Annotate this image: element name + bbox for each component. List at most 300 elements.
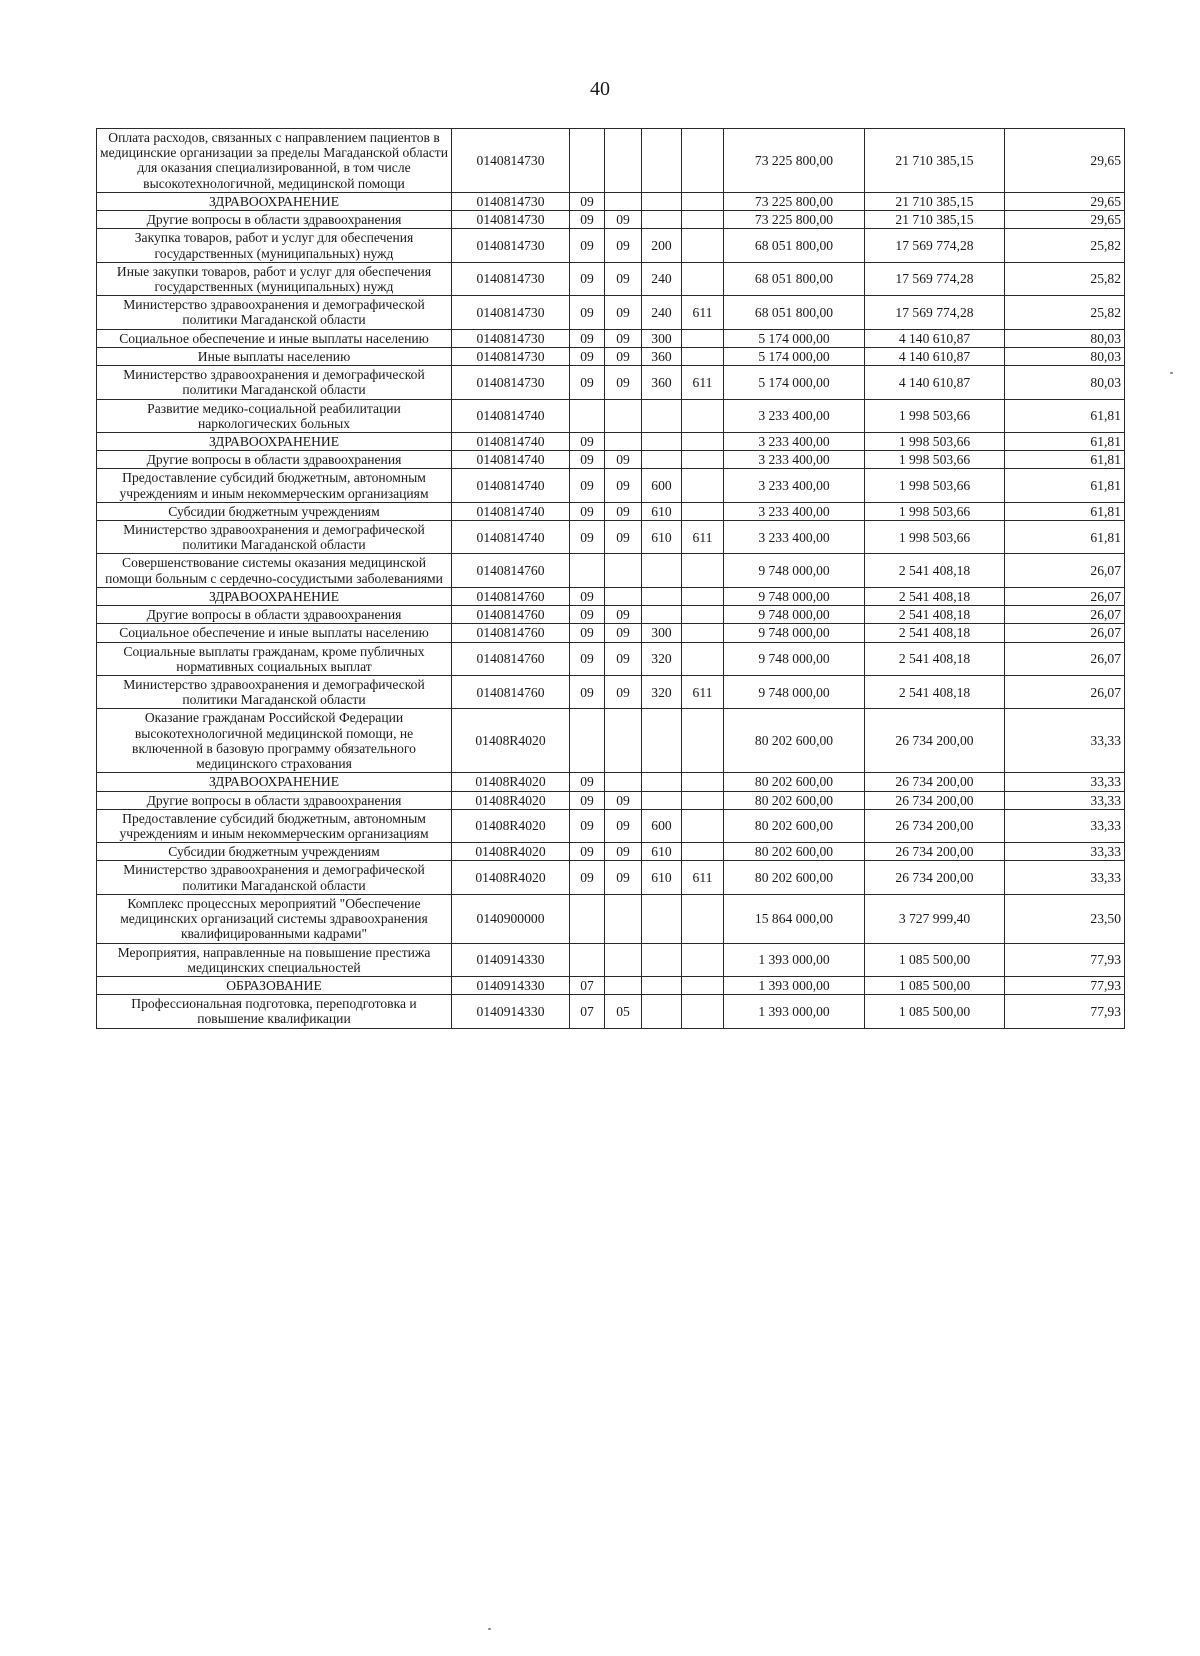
planned-amount-cell: 9 748 000,00 bbox=[724, 642, 865, 675]
subsection-cell bbox=[605, 773, 642, 791]
expense-type-cell bbox=[642, 554, 682, 587]
subsection-cell: 09 bbox=[605, 451, 642, 469]
section-cell: 09 bbox=[570, 296, 605, 329]
table-row bbox=[97, 554, 1125, 587]
planned-amount-cell: 80 202 600,00 bbox=[724, 809, 865, 842]
executed-amount-cell: 1 998 503,66 bbox=[865, 451, 1005, 469]
section-cell: 09 bbox=[570, 587, 605, 605]
executed-amount-cell: 17 569 774,28 bbox=[865, 229, 1005, 262]
expense-name-cell: Министерство здравоохранения и демографической политики Магаданской области bbox=[97, 296, 452, 329]
subsection-cell bbox=[605, 709, 642, 773]
execution-percent-cell: 80,03 bbox=[1005, 366, 1125, 399]
planned-amount-cell: 68 051 800,00 bbox=[724, 262, 865, 295]
section-cell bbox=[570, 943, 605, 976]
executed-amount-cell: 4 140 610,87 bbox=[865, 347, 1005, 365]
table-row bbox=[97, 587, 1125, 605]
administrator-code-cell bbox=[682, 894, 724, 943]
planned-amount-cell: 1 393 000,00 bbox=[724, 943, 865, 976]
section-cell: 09 bbox=[570, 432, 605, 450]
executed-amount-cell: 1 998 503,66 bbox=[865, 521, 1005, 554]
expense-name-cell: ЗДРАВООХРАНЕНИЕ bbox=[97, 587, 452, 605]
expense-type-cell: 610 bbox=[642, 521, 682, 554]
section-cell bbox=[570, 894, 605, 943]
executed-amount-cell: 21 710 385,15 bbox=[865, 129, 1005, 193]
section-cell: 09 bbox=[570, 642, 605, 675]
execution-percent-cell: 77,93 bbox=[1005, 976, 1125, 994]
planned-amount-cell: 15 864 000,00 bbox=[724, 894, 865, 943]
target-code-cell: 0140814730 bbox=[452, 262, 570, 295]
planned-amount-cell: 3 233 400,00 bbox=[724, 451, 865, 469]
planned-amount-cell: 1 393 000,00 bbox=[724, 995, 865, 1028]
expense-type-cell: 360 bbox=[642, 366, 682, 399]
executed-amount-cell: 4 140 610,87 bbox=[865, 329, 1005, 347]
expense-name-cell: Иные выплаты населению bbox=[97, 347, 452, 365]
table-row bbox=[97, 366, 1125, 399]
section-cell bbox=[570, 129, 605, 193]
executed-amount-cell: 4 140 610,87 bbox=[865, 366, 1005, 399]
subsection-cell: 09 bbox=[605, 861, 642, 894]
executed-amount-cell: 26 734 200,00 bbox=[865, 791, 1005, 809]
expense-type-cell: 240 bbox=[642, 262, 682, 295]
section-cell: 07 bbox=[570, 995, 605, 1028]
executed-amount-cell: 1 085 500,00 bbox=[865, 943, 1005, 976]
subsection-cell: 05 bbox=[605, 995, 642, 1028]
execution-percent-cell: 33,33 bbox=[1005, 843, 1125, 861]
section-cell: 09 bbox=[570, 676, 605, 709]
table-row bbox=[97, 894, 1125, 943]
expense-type-cell bbox=[642, 451, 682, 469]
administrator-code-cell bbox=[682, 943, 724, 976]
target-code-cell: 01408R4020 bbox=[452, 773, 570, 791]
subsection-cell: 09 bbox=[605, 296, 642, 329]
executed-amount-cell: 2 541 408,18 bbox=[865, 554, 1005, 587]
planned-amount-cell: 68 051 800,00 bbox=[724, 296, 865, 329]
expense-name-cell: Оказание гражданам Российской Федерации высокотехнологичной медицинской помощи, не включенной в базовую программу обязательного медицинского страхования bbox=[97, 709, 452, 773]
executed-amount-cell: 21 710 385,15 bbox=[865, 211, 1005, 229]
subsection-cell: 09 bbox=[605, 502, 642, 520]
section-cell: 09 bbox=[570, 347, 605, 365]
subsection-cell: 09 bbox=[605, 642, 642, 675]
section-cell: 09 bbox=[570, 861, 605, 894]
expense-name-cell: Другие вопросы в области здравоохранения bbox=[97, 451, 452, 469]
administrator-code-cell: 611 bbox=[682, 296, 724, 329]
expense-type-cell bbox=[642, 587, 682, 605]
administrator-code-cell bbox=[682, 642, 724, 675]
section-cell: 09 bbox=[570, 329, 605, 347]
executed-amount-cell: 17 569 774,28 bbox=[865, 262, 1005, 295]
expense-name-cell: ЗДРАВООХРАНЕНИЕ bbox=[97, 432, 452, 450]
expense-name-cell: Предоставление субсидий бюджетным, автономным учреждениям и иным некоммерческим организациям bbox=[97, 469, 452, 502]
table-row bbox=[97, 995, 1125, 1028]
table-row bbox=[97, 399, 1125, 432]
administrator-code-cell bbox=[682, 587, 724, 605]
execution-percent-cell: 33,33 bbox=[1005, 773, 1125, 791]
executed-amount-cell: 26 734 200,00 bbox=[865, 861, 1005, 894]
execution-percent-cell: 33,33 bbox=[1005, 709, 1125, 773]
expense-name-cell: ОБРАЗОВАНИЕ bbox=[97, 976, 452, 994]
executed-amount-cell: 2 541 408,18 bbox=[865, 587, 1005, 605]
planned-amount-cell: 73 225 800,00 bbox=[724, 211, 865, 229]
expense-type-cell: 200 bbox=[642, 229, 682, 262]
executed-amount-cell: 26 734 200,00 bbox=[865, 709, 1005, 773]
expense-type-cell bbox=[642, 432, 682, 450]
page-number: 40 bbox=[590, 78, 610, 100]
expense-type-cell bbox=[642, 791, 682, 809]
execution-percent-cell: 61,81 bbox=[1005, 432, 1125, 450]
execution-percent-cell: 61,81 bbox=[1005, 451, 1125, 469]
section-cell: 09 bbox=[570, 521, 605, 554]
execution-percent-cell: 33,33 bbox=[1005, 861, 1125, 894]
section-cell: 09 bbox=[570, 502, 605, 520]
expense-type-cell bbox=[642, 129, 682, 193]
planned-amount-cell: 3 233 400,00 bbox=[724, 432, 865, 450]
subsection-cell bbox=[605, 894, 642, 943]
subsection-cell bbox=[605, 399, 642, 432]
target-code-cell: 0140814740 bbox=[452, 451, 570, 469]
administrator-code-cell bbox=[682, 432, 724, 450]
expense-type-cell: 360 bbox=[642, 347, 682, 365]
execution-percent-cell: 26,07 bbox=[1005, 554, 1125, 587]
administrator-code-cell bbox=[682, 773, 724, 791]
executed-amount-cell: 3 727 999,40 bbox=[865, 894, 1005, 943]
execution-percent-cell: 77,93 bbox=[1005, 995, 1125, 1028]
expense-name-cell: Иные закупки товаров, работ и услуг для обеспечения государственных (муниципальных) нужд bbox=[97, 262, 452, 295]
expense-name-cell: Министерство здравоохранения и демографической политики Магаданской области bbox=[97, 366, 452, 399]
target-code-cell: 0140814760 bbox=[452, 587, 570, 605]
execution-percent-cell: 80,03 bbox=[1005, 329, 1125, 347]
administrator-code-cell bbox=[682, 554, 724, 587]
section-cell: 09 bbox=[570, 606, 605, 624]
table-row bbox=[97, 809, 1125, 842]
planned-amount-cell: 73 225 800,00 bbox=[724, 192, 865, 210]
scan-speck bbox=[1170, 372, 1173, 374]
planned-amount-cell: 9 748 000,00 bbox=[724, 606, 865, 624]
expense-name-cell: Оплата расходов, связанных с направлением пациентов в медицинские организации за пределы Магаданской области для оказания специализированной, в том числе высокотехнологичной, медицинской помощи bbox=[97, 129, 452, 193]
administrator-code-cell bbox=[682, 709, 724, 773]
table-row bbox=[97, 943, 1125, 976]
target-code-cell: 01408R4020 bbox=[452, 809, 570, 842]
table-body bbox=[97, 129, 1125, 1029]
execution-percent-cell: 25,82 bbox=[1005, 296, 1125, 329]
table-row bbox=[97, 642, 1125, 675]
expense-name-cell: Социальное обеспечение и иные выплаты населению bbox=[97, 329, 452, 347]
subsection-cell: 09 bbox=[605, 843, 642, 861]
executed-amount-cell: 1 998 503,66 bbox=[865, 432, 1005, 450]
planned-amount-cell: 1 393 000,00 bbox=[724, 976, 865, 994]
subsection-cell: 09 bbox=[605, 521, 642, 554]
expense-name-cell: ЗДРАВООХРАНЕНИЕ bbox=[97, 192, 452, 210]
subsection-cell: 09 bbox=[605, 211, 642, 229]
target-code-cell: 0140914330 bbox=[452, 943, 570, 976]
subsection-cell: 09 bbox=[605, 229, 642, 262]
subsection-cell: 09 bbox=[605, 791, 642, 809]
administrator-code-cell bbox=[682, 329, 724, 347]
target-code-cell: 0140914330 bbox=[452, 995, 570, 1028]
expense-type-cell: 320 bbox=[642, 642, 682, 675]
subsection-cell bbox=[605, 554, 642, 587]
execution-percent-cell: 25,82 bbox=[1005, 229, 1125, 262]
expense-name-cell: ЗДРАВООХРАНЕНИЕ bbox=[97, 773, 452, 791]
administrator-code-cell: 611 bbox=[682, 521, 724, 554]
administrator-code-cell bbox=[682, 399, 724, 432]
table-row bbox=[97, 624, 1125, 642]
administrator-code-cell bbox=[682, 843, 724, 861]
execution-percent-cell: 29,65 bbox=[1005, 211, 1125, 229]
expense-name-cell: Субсидии бюджетным учреждениям bbox=[97, 843, 452, 861]
planned-amount-cell: 9 748 000,00 bbox=[724, 554, 865, 587]
table-row bbox=[97, 192, 1125, 210]
table-row bbox=[97, 791, 1125, 809]
expense-type-cell bbox=[642, 995, 682, 1028]
execution-percent-cell: 61,81 bbox=[1005, 399, 1125, 432]
expense-name-cell: Профессиональная подготовка, переподготовка и повышение квалификации bbox=[97, 995, 452, 1028]
expense-type-cell bbox=[642, 943, 682, 976]
execution-percent-cell: 33,33 bbox=[1005, 809, 1125, 842]
table-row bbox=[97, 211, 1125, 229]
expense-type-cell bbox=[642, 709, 682, 773]
executed-amount-cell: 21 710 385,15 bbox=[865, 192, 1005, 210]
administrator-code-cell: 611 bbox=[682, 676, 724, 709]
planned-amount-cell: 9 748 000,00 bbox=[724, 587, 865, 605]
expense-type-cell: 610 bbox=[642, 861, 682, 894]
section-cell: 09 bbox=[570, 773, 605, 791]
section-cell bbox=[570, 554, 605, 587]
section-cell: 09 bbox=[570, 192, 605, 210]
executed-amount-cell: 1 998 503,66 bbox=[865, 502, 1005, 520]
expense-name-cell: Министерство здравоохранения и демографической политики Магаданской области bbox=[97, 861, 452, 894]
target-code-cell: 0140814740 bbox=[452, 432, 570, 450]
subsection-cell: 09 bbox=[605, 469, 642, 502]
expense-type-cell bbox=[642, 606, 682, 624]
expense-type-cell bbox=[642, 894, 682, 943]
expense-name-cell: Комплекс процессных мероприятий "Обеспечение медицинских организаций системы здравоохранения квалифицированными кадрами" bbox=[97, 894, 452, 943]
table-row bbox=[97, 521, 1125, 554]
planned-amount-cell: 5 174 000,00 bbox=[724, 347, 865, 365]
subsection-cell: 09 bbox=[605, 624, 642, 642]
section-cell: 09 bbox=[570, 451, 605, 469]
expense-type-cell: 610 bbox=[642, 502, 682, 520]
subsection-cell bbox=[605, 129, 642, 193]
target-code-cell: 01408R4020 bbox=[452, 861, 570, 894]
target-code-cell: 0140814760 bbox=[452, 676, 570, 709]
administrator-code-cell bbox=[682, 229, 724, 262]
execution-percent-cell: 26,07 bbox=[1005, 587, 1125, 605]
planned-amount-cell: 68 051 800,00 bbox=[724, 229, 865, 262]
administrator-code-cell bbox=[682, 606, 724, 624]
expense-name-cell: Мероприятия, направленные на повышение престижа медицинских специальностей bbox=[97, 943, 452, 976]
subsection-cell: 09 bbox=[605, 809, 642, 842]
target-code-cell: 0140814730 bbox=[452, 296, 570, 329]
target-code-cell: 0140900000 bbox=[452, 894, 570, 943]
section-cell: 09 bbox=[570, 624, 605, 642]
executed-amount-cell: 26 734 200,00 bbox=[865, 773, 1005, 791]
table-row bbox=[97, 861, 1125, 894]
table-row bbox=[97, 129, 1125, 193]
administrator-code-cell bbox=[682, 624, 724, 642]
administrator-code-cell bbox=[682, 995, 724, 1028]
execution-percent-cell: 26,07 bbox=[1005, 624, 1125, 642]
target-code-cell: 0140814730 bbox=[452, 366, 570, 399]
target-code-cell: 0140814730 bbox=[452, 129, 570, 193]
planned-amount-cell: 80 202 600,00 bbox=[724, 773, 865, 791]
target-code-cell: 0140814760 bbox=[452, 642, 570, 675]
execution-percent-cell: 61,81 bbox=[1005, 521, 1125, 554]
administrator-code-cell: 611 bbox=[682, 861, 724, 894]
planned-amount-cell: 73 225 800,00 bbox=[724, 129, 865, 193]
subsection-cell: 09 bbox=[605, 262, 642, 295]
expense-name-cell: Другие вопросы в области здравоохранения bbox=[97, 606, 452, 624]
section-cell: 09 bbox=[570, 366, 605, 399]
planned-amount-cell: 5 174 000,00 bbox=[724, 329, 865, 347]
subsection-cell bbox=[605, 976, 642, 994]
target-code-cell: 01408R4020 bbox=[452, 709, 570, 773]
execution-percent-cell: 61,81 bbox=[1005, 502, 1125, 520]
expense-name-cell: Закупка товаров, работ и услуг для обеспечения государственных (муниципальных) нужд bbox=[97, 229, 452, 262]
expense-name-cell: Субсидии бюджетным учреждениям bbox=[97, 502, 452, 520]
expense-name-cell: Совершенствование системы оказания медицинской помощи больным с сердечно-сосудистыми заболеваниями bbox=[97, 554, 452, 587]
target-code-cell: 01408R4020 bbox=[452, 843, 570, 861]
section-cell bbox=[570, 709, 605, 773]
expense-type-cell: 300 bbox=[642, 624, 682, 642]
administrator-code-cell bbox=[682, 809, 724, 842]
expense-name-cell: Социальные выплаты гражданам, кроме публичных нормативных социальных выплат bbox=[97, 642, 452, 675]
section-cell: 09 bbox=[570, 469, 605, 502]
executed-amount-cell: 2 541 408,18 bbox=[865, 676, 1005, 709]
table-row bbox=[97, 347, 1125, 365]
section-cell: 09 bbox=[570, 211, 605, 229]
table-row bbox=[97, 502, 1125, 520]
section-cell: 09 bbox=[570, 843, 605, 861]
execution-percent-cell: 80,03 bbox=[1005, 347, 1125, 365]
execution-percent-cell: 25,82 bbox=[1005, 262, 1125, 295]
expense-type-cell: 240 bbox=[642, 296, 682, 329]
planned-amount-cell: 5 174 000,00 bbox=[724, 366, 865, 399]
executed-amount-cell: 2 541 408,18 bbox=[865, 624, 1005, 642]
table-row bbox=[97, 606, 1125, 624]
target-code-cell: 0140814740 bbox=[452, 469, 570, 502]
target-code-cell: 0140814760 bbox=[452, 624, 570, 642]
section-cell: 09 bbox=[570, 809, 605, 842]
target-code-cell: 0140814730 bbox=[452, 329, 570, 347]
planned-amount-cell: 80 202 600,00 bbox=[724, 861, 865, 894]
planned-amount-cell: 9 748 000,00 bbox=[724, 676, 865, 709]
executed-amount-cell: 1 085 500,00 bbox=[865, 976, 1005, 994]
executed-amount-cell: 26 734 200,00 bbox=[865, 843, 1005, 861]
target-code-cell: 0140814760 bbox=[452, 606, 570, 624]
administrator-code-cell bbox=[682, 192, 724, 210]
subsection-cell bbox=[605, 192, 642, 210]
section-cell: 09 bbox=[570, 791, 605, 809]
subsection-cell bbox=[605, 943, 642, 976]
administrator-code-cell: 611 bbox=[682, 366, 724, 399]
table-row bbox=[97, 676, 1125, 709]
table-row bbox=[97, 262, 1125, 295]
table-row bbox=[97, 296, 1125, 329]
expense-type-cell: 300 bbox=[642, 329, 682, 347]
scan-speck bbox=[488, 1628, 491, 1630]
table-row bbox=[97, 976, 1125, 994]
subsection-cell: 09 bbox=[605, 347, 642, 365]
expense-type-cell: 610 bbox=[642, 843, 682, 861]
expense-type-cell bbox=[642, 399, 682, 432]
execution-percent-cell: 26,07 bbox=[1005, 606, 1125, 624]
planned-amount-cell: 9 748 000,00 bbox=[724, 624, 865, 642]
target-code-cell: 0140914330 bbox=[452, 976, 570, 994]
administrator-code-cell bbox=[682, 211, 724, 229]
target-code-cell: 0140814730 bbox=[452, 211, 570, 229]
expense-type-cell bbox=[642, 192, 682, 210]
expense-type-cell: 600 bbox=[642, 469, 682, 502]
administrator-code-cell bbox=[682, 469, 724, 502]
planned-amount-cell: 3 233 400,00 bbox=[724, 521, 865, 554]
planned-amount-cell: 80 202 600,00 bbox=[724, 791, 865, 809]
section-cell: 09 bbox=[570, 262, 605, 295]
target-code-cell: 0140814740 bbox=[452, 521, 570, 554]
expense-name-cell: Социальное обеспечение и иные выплаты населению bbox=[97, 624, 452, 642]
expense-name-cell: Министерство здравоохранения и демографической политики Магаданской области bbox=[97, 676, 452, 709]
target-code-cell: 0140814740 bbox=[452, 502, 570, 520]
target-code-cell: 0140814730 bbox=[452, 192, 570, 210]
table-row bbox=[97, 843, 1125, 861]
target-code-cell: 01408R4020 bbox=[452, 791, 570, 809]
execution-percent-cell: 29,65 bbox=[1005, 129, 1125, 193]
administrator-code-cell bbox=[682, 262, 724, 295]
execution-percent-cell: 29,65 bbox=[1005, 192, 1125, 210]
table-row bbox=[97, 329, 1125, 347]
executed-amount-cell: 2 541 408,18 bbox=[865, 642, 1005, 675]
target-code-cell: 0140814760 bbox=[452, 554, 570, 587]
expense-type-cell: 320 bbox=[642, 676, 682, 709]
budget-execution-table bbox=[96, 128, 1125, 1029]
target-code-cell: 0140814730 bbox=[452, 229, 570, 262]
subsection-cell: 09 bbox=[605, 676, 642, 709]
planned-amount-cell: 3 233 400,00 bbox=[724, 469, 865, 502]
administrator-code-cell bbox=[682, 129, 724, 193]
planned-amount-cell: 3 233 400,00 bbox=[724, 502, 865, 520]
execution-percent-cell: 77,93 bbox=[1005, 943, 1125, 976]
subsection-cell bbox=[605, 587, 642, 605]
executed-amount-cell: 26 734 200,00 bbox=[865, 809, 1005, 842]
table-row bbox=[97, 451, 1125, 469]
expense-name-cell: Министерство здравоохранения и демографической политики Магаданской области bbox=[97, 521, 452, 554]
subsection-cell: 09 bbox=[605, 329, 642, 347]
expense-type-cell: 600 bbox=[642, 809, 682, 842]
administrator-code-cell bbox=[682, 451, 724, 469]
table-row bbox=[97, 773, 1125, 791]
execution-percent-cell: 26,07 bbox=[1005, 642, 1125, 675]
executed-amount-cell: 1 085 500,00 bbox=[865, 995, 1005, 1028]
table-row bbox=[97, 229, 1125, 262]
expense-type-cell bbox=[642, 773, 682, 791]
subsection-cell bbox=[605, 432, 642, 450]
planned-amount-cell: 80 202 600,00 bbox=[724, 843, 865, 861]
subsection-cell: 09 bbox=[605, 366, 642, 399]
administrator-code-cell bbox=[682, 791, 724, 809]
expense-name-cell: Другие вопросы в области здравоохранения bbox=[97, 791, 452, 809]
section-cell: 07 bbox=[570, 976, 605, 994]
subsection-cell: 09 bbox=[605, 606, 642, 624]
executed-amount-cell: 1 998 503,66 bbox=[865, 469, 1005, 502]
execution-percent-cell: 26,07 bbox=[1005, 676, 1125, 709]
section-cell bbox=[570, 399, 605, 432]
expense-name-cell: Развитие медико-социальной реабилитации наркологических больных bbox=[97, 399, 452, 432]
executed-amount-cell: 2 541 408,18 bbox=[865, 606, 1005, 624]
execution-percent-cell: 61,81 bbox=[1005, 469, 1125, 502]
table-row bbox=[97, 709, 1125, 773]
target-code-cell: 0140814740 bbox=[452, 399, 570, 432]
expense-type-cell bbox=[642, 976, 682, 994]
target-code-cell: 0140814730 bbox=[452, 347, 570, 365]
